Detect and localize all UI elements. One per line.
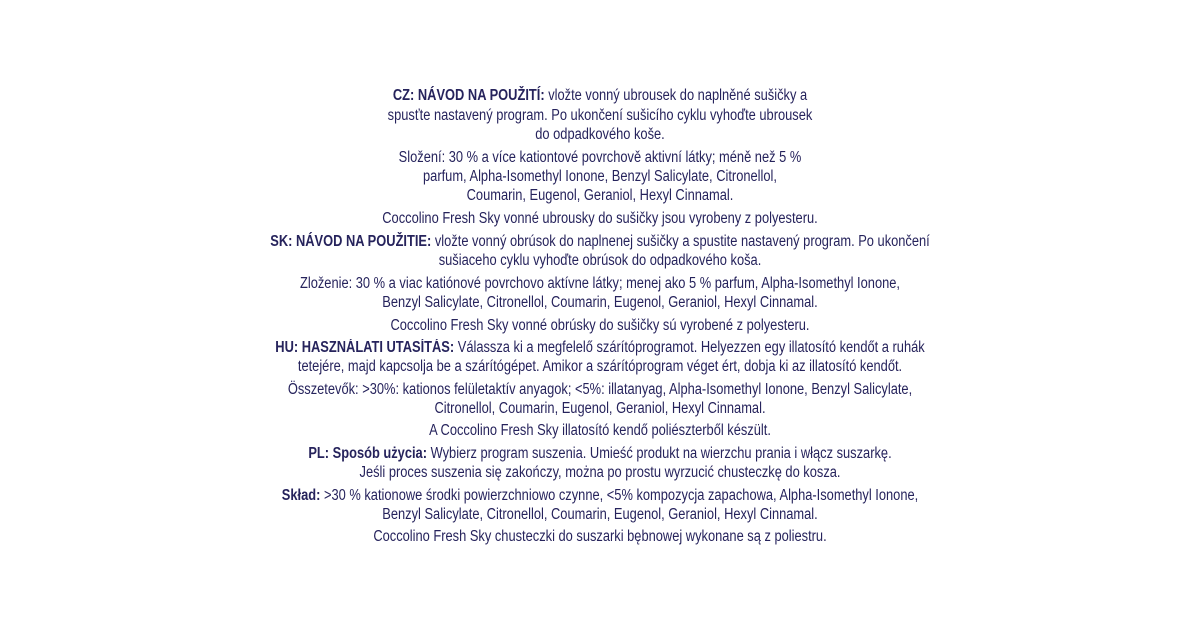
sk-instructions-text: vložte vonný obrúsok do naplnenej sušičky a spustite nastavený program. Po ukončení — [431, 233, 930, 250]
cz-composition-line-3: Coumarin, Eugenol, Geraniol, Hexyl Cinnamal. — [466, 187, 734, 204]
sk-material: Coccolino Fresh Sky vonné obrúsky do sušičky sú vyrobené z polyesteru. — [390, 317, 810, 334]
cz-instructions-line-3: do odpadkového koše. — [535, 126, 665, 143]
cz-composition-line-1: Složení: 30 % a více kationtové povrchově aktivní látky; méně než 5 % — [398, 149, 802, 166]
pl-composition-text: >30 % kationowe środki powierzchniowo czynne, <5% kompozycja zapachowa, Alpha-Isomethyl Ionone, — [320, 487, 919, 504]
cz-composition-line-2: parfum, Alpha-Isomethyl Ionone, Benzyl Salicylate, Citronellol, — [423, 168, 777, 185]
hu-material: A Coccolino Fresh Sky illatosító kendő poliészterből készült. — [429, 422, 771, 439]
hu-heading: HU: HASZNÁLATI UTASÍTÁS: — [275, 339, 455, 356]
cz-instructions-line-2: spusťte nastavený program. Po ukončení sušicího cyklu vyhoďte ubrousek — [387, 107, 813, 124]
pl-instructions-text: Wybierz program suszenia. Umieść produkt na wierzchu prania i włącz suszarkę. — [427, 445, 892, 462]
pl-material: Coccolino Fresh Sky chusteczki do suszarki bębnowej wykonane są z poliestru. — [373, 528, 827, 545]
pl-heading: PL: Sposób użycia: — [308, 445, 428, 462]
sk-composition-line-2: Benzyl Salicylate, Citronellol, Coumarin, Eugenol, Geraniol, Hexyl Cinnamal. — [382, 294, 818, 311]
hu-instructions-line-1 — [102, 338, 1098, 358]
cz-instructions-text: vložte vonný ubrousek do naplněné sušičky a — [544, 87, 808, 104]
hu-composition-line-1: Összetevők: >30%: kationos felületaktív anyagok; <5%: illatanyag, Alpha-Isomethyl Ionone, Benzyl Salicylate, — [287, 381, 913, 398]
pl-instructions-line-2: Jeśli proces suszenia się zakończy, można po prostu wyrzucić chusteczkę do kosza. — [359, 464, 841, 481]
pl-composition-heading: Skład: — [281, 487, 321, 504]
sk-composition-line-1: Zloženie: 30 % a viac katiónové povrchovo aktívne látky; menej ako 5 % parfum, Alpha-Isomethyl Ionone, — [300, 275, 900, 292]
sk-instructions-line-2: sušiaceho cyklu vyhoďte obrúsok do odpadkového koša. — [438, 252, 762, 269]
hu-composition-line-2: Citronellol, Coumarin, Eugenol, Geraniol, Hexyl Cinnamal. — [434, 400, 766, 417]
pl-instructions-line-1 — [102, 444, 1098, 464]
sk-heading: SK: NÁVOD NA POUŽITIE: — [270, 233, 432, 250]
hu-instructions-text: Válassza ki a megfelelő szárítóprogramot. Helyezzen egy illatosító kendőt a ruhák — [454, 339, 925, 356]
sk-instructions-line-1 — [102, 232, 1098, 252]
pl-composition-line-1 — [102, 486, 1098, 506]
hu-instructions-line-2: tetejére, majd kapcsolja be a szárítógépet. Amikor a szárítóprogram véget ért, dobja ki az illatosító kendőt. — [297, 358, 903, 375]
pl-composition-line-2: Benzyl Salicylate, Citronellol, Coumarin, Eugenol, Geraniol, Hexyl Cinnamal. — [382, 506, 818, 523]
cz-instructions-line-1 — [102, 86, 1098, 106]
cz-heading: CZ: NÁVOD NA POUŽITÍ: — [392, 87, 545, 104]
cz-material: Coccolino Fresh Sky vonné ubrousky do sušičky jsou vyrobeny z polyesteru. — [382, 210, 818, 227]
